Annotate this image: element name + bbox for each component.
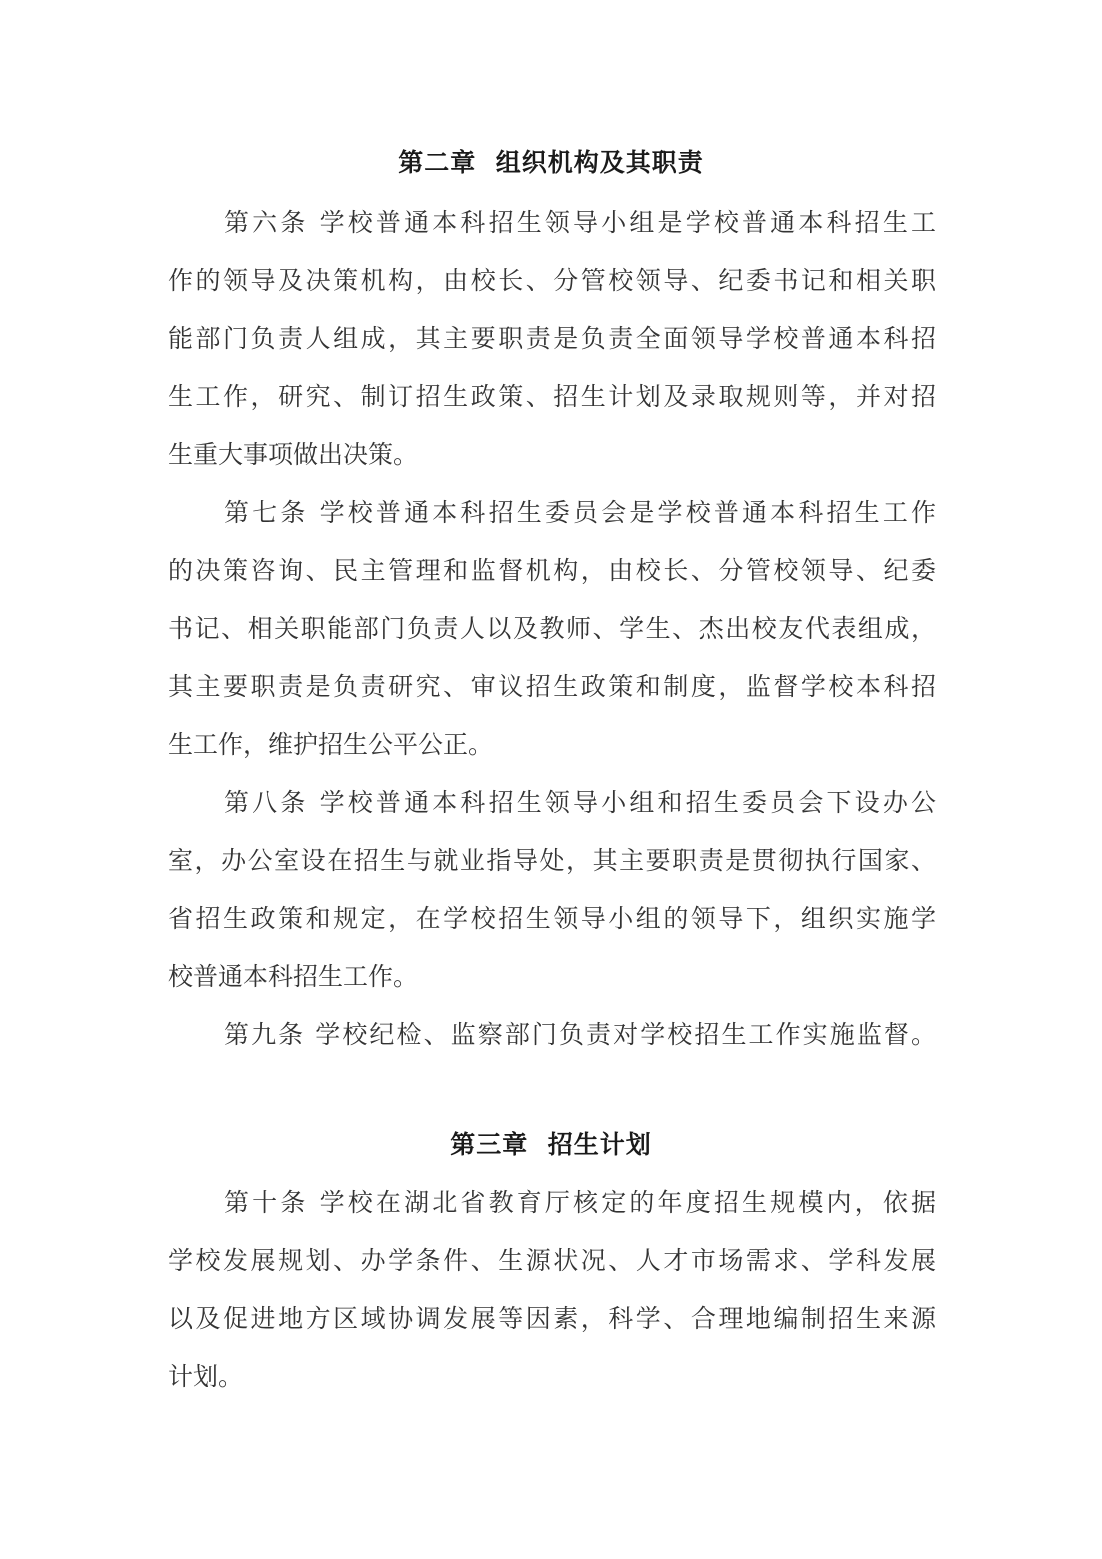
article-8-line-4: 校普通本科招生工作。 xyxy=(168,962,419,991)
article-8-line-2: 室，办公室设在招生与就业指导处，其主要职责是贯彻执行国家、 xyxy=(168,846,936,875)
article-7-line-5: 生工作，维护招生公平公正。 xyxy=(168,730,494,759)
article-6-line-4: 生工作，研究、制订招生政策、招生计划及录取规则等，并对招 xyxy=(168,382,936,411)
article-9-line-1: 第九条 学校纪检、监察部门负责对学校招生工作实施监督。 xyxy=(224,1020,936,1049)
article-7-line-3: 书记、相关职能部门负责人以及教师、学生、杰出校友代表组成， xyxy=(168,614,936,643)
article-6-line-1: 第六条 学校普通本科招生领导小组是学校普通本科招生工 xyxy=(224,208,936,237)
article-10-line-4: 计划。 xyxy=(168,1362,244,1391)
article-10-line-1: 第十条 学校在湖北省教育厅核定的年度招生规模内，依据 xyxy=(224,1188,936,1217)
chapter-3-title: 第三章 招生计划 xyxy=(450,1130,652,1159)
article-10-line-3: 以及促进地方区域协调发展等因素，科学、合理地编制招生来源 xyxy=(168,1304,936,1333)
article-8-line-1: 第八条 学校普通本科招生领导小组和招生委员会下设办公 xyxy=(224,788,936,817)
article-8-line-3: 省招生政策和规定，在学校招生领导小组的领导下，组织实施学 xyxy=(168,904,936,933)
article-6-line-5: 生重大事项做出决策。 xyxy=(168,440,419,469)
article-7-line-1: 第七条 学校普通本科招生委员会是学校普通本科招生工作 xyxy=(224,498,936,527)
article-10-line-2: 学校发展规划、办学条件、生源状况、人才市场需求、学科发展 xyxy=(168,1246,936,1275)
article-6-line-2: 作的领导及决策机构，由校长、分管校领导、纪委书记和相关职 xyxy=(168,266,936,295)
chapter-2-title: 第二章 组织机构及其职责 xyxy=(398,148,704,177)
article-6-line-3: 能部门负责人组成，其主要职责是负责全面领导学校普通本科招 xyxy=(168,324,936,353)
article-7-line-2: 的决策咨询、民主管理和监督机构，由校长、分管校领导、纪委 xyxy=(168,556,936,585)
article-7-line-4: 其主要职责是负责研究、审议招生政策和制度，监督学校本科招 xyxy=(168,672,936,701)
